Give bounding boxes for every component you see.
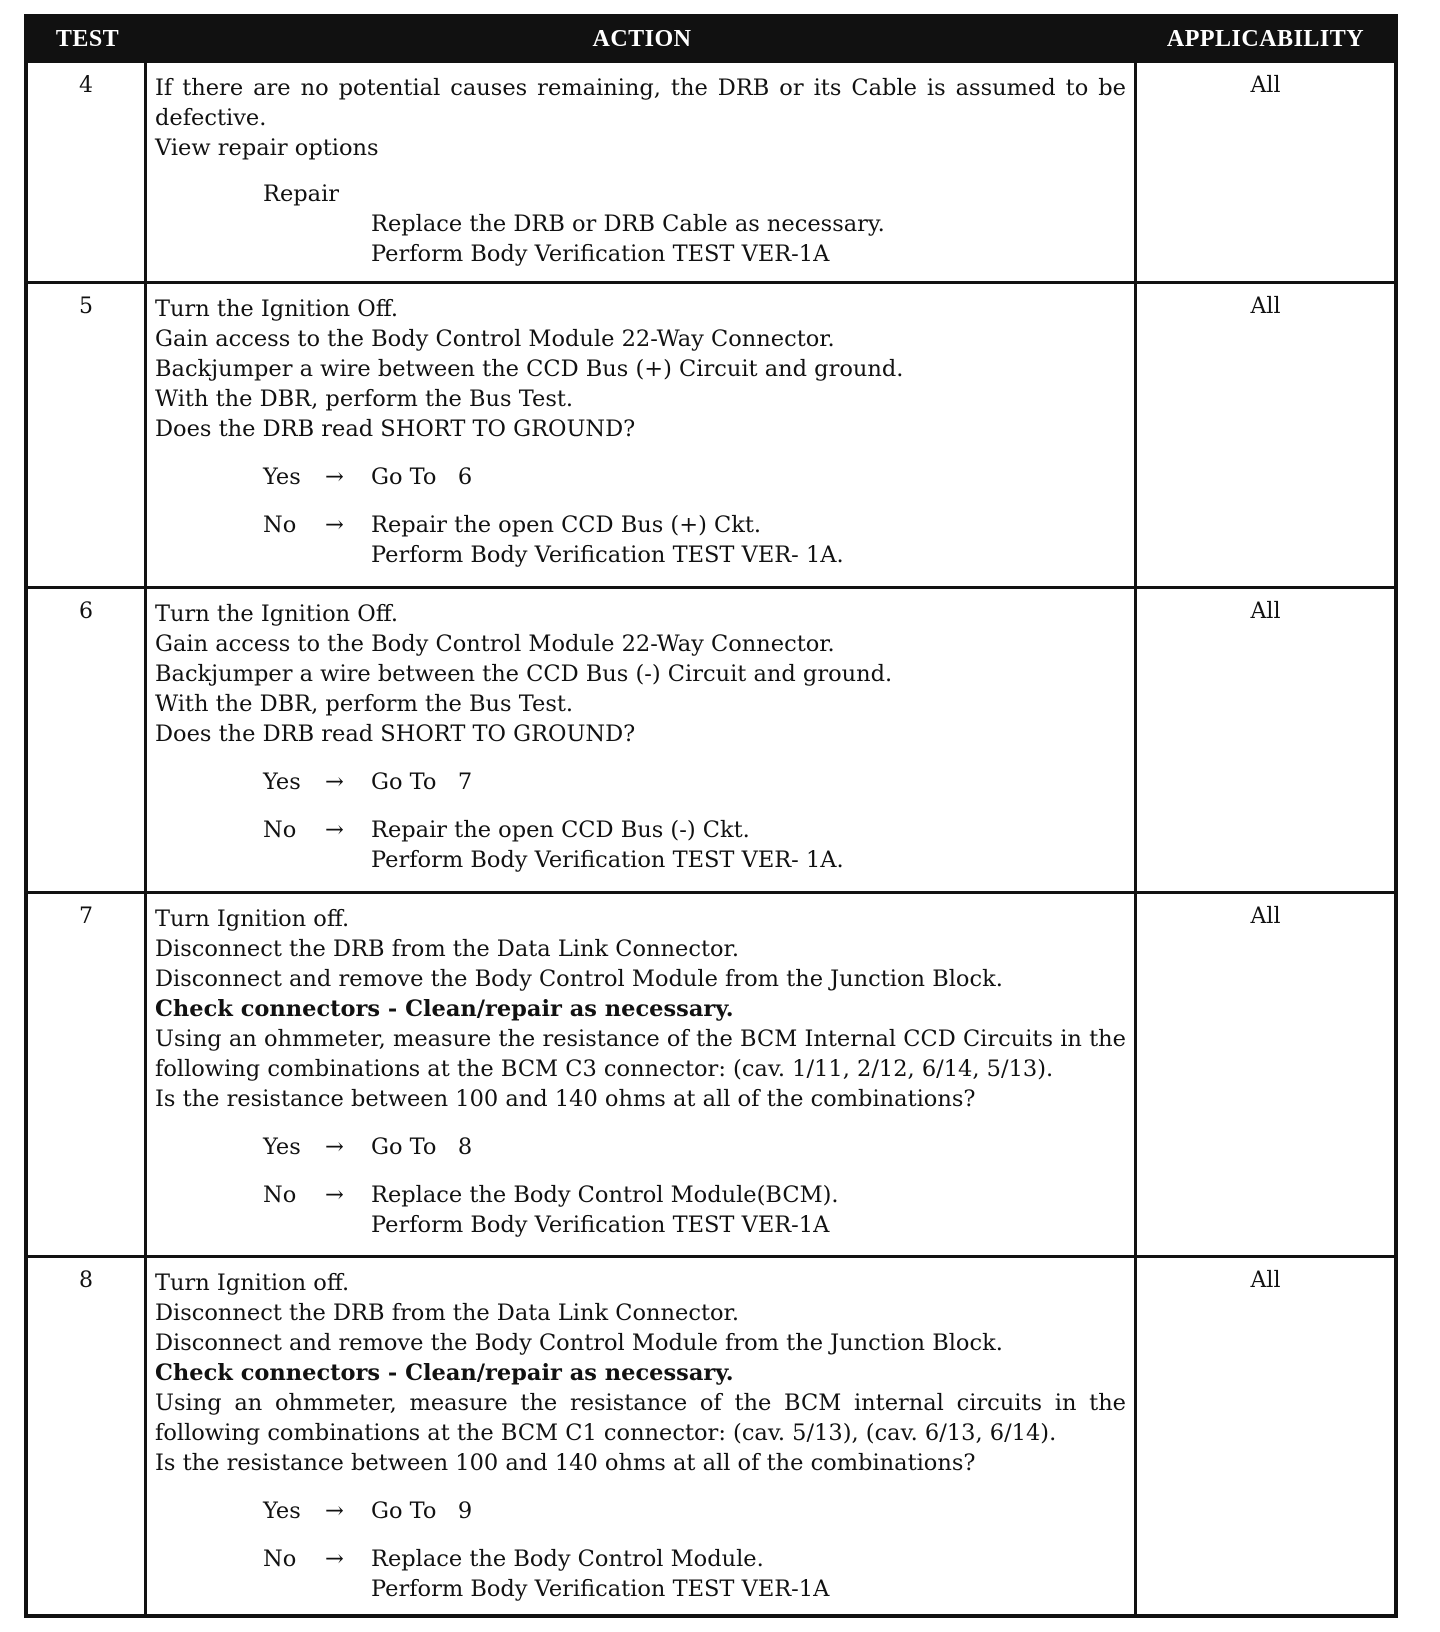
no-option bbox=[155, 510, 1126, 570]
applicability: All bbox=[1250, 904, 1281, 929]
no-label: No bbox=[263, 512, 297, 538]
diagnostic-test-table bbox=[24, 14, 1398, 1618]
header-test: TEST bbox=[55, 25, 120, 52]
action-line: Turn the Ignition Off. bbox=[155, 296, 399, 322]
action-cell bbox=[147, 894, 1137, 1255]
action-line: With the DBR, perform the Bus Test. bbox=[155, 691, 574, 717]
no-text: Perform Body Verification TEST VER-1A bbox=[371, 1212, 830, 1238]
yes-option bbox=[155, 462, 1126, 492]
yes-option bbox=[155, 1132, 1126, 1162]
repair-line: Replace the DRB or DRB Cable as necessary. bbox=[371, 211, 885, 237]
action-line: Backjumper a wire between the CCD Bus (+) Circuit and ground. bbox=[155, 356, 904, 382]
table-row bbox=[28, 891, 1394, 1255]
action-line: Is the resistance between 100 and 140 ohms at all of the combinations? bbox=[155, 1086, 976, 1112]
action-line-bold: Check connectors - Clean/repair as necessary. bbox=[155, 1360, 734, 1386]
action-line: defective. bbox=[155, 105, 267, 131]
no-text: Repair the open CCD Bus (+) Ckt. bbox=[371, 512, 762, 538]
yes-label: Yes bbox=[263, 464, 301, 490]
test-number: 8 bbox=[28, 1258, 147, 1614]
action-line: Disconnect the DRB from the Data Link Connector. bbox=[155, 1300, 739, 1326]
action-line: If there are no potential causes remaining, the DRB or its Cable is assumed to be bbox=[155, 75, 1126, 101]
applicability: All bbox=[1250, 294, 1281, 319]
repair-line: Perform Body Verification TEST VER-1A bbox=[371, 241, 830, 267]
action-line: Disconnect and remove the Body Control Module from the Junction Block. bbox=[155, 1330, 1003, 1356]
no-option bbox=[155, 1544, 1126, 1604]
action-line: View repair options bbox=[155, 135, 379, 161]
no-option bbox=[155, 1180, 1126, 1240]
arrow-icon: → bbox=[325, 512, 344, 538]
no-text: Perform Body Verification TEST VER- 1A. bbox=[371, 847, 844, 873]
yes-label: Yes bbox=[263, 769, 301, 795]
action-line: Does the DRB read SHORT TO GROUND? bbox=[155, 721, 636, 747]
arrow-icon: → bbox=[325, 1182, 344, 1208]
yes-option bbox=[155, 1496, 1126, 1526]
table-row bbox=[28, 281, 1394, 586]
action-line: Does the DRB read SHORT TO GROUND? bbox=[155, 416, 636, 442]
test-number: 7 bbox=[28, 894, 147, 1255]
action-line: With the DBR, perform the Bus Test. bbox=[155, 386, 574, 412]
no-label: No bbox=[263, 1182, 297, 1208]
no-text: Replace the Body Control Module. bbox=[371, 1546, 764, 1572]
no-option bbox=[155, 815, 1126, 875]
no-label: No bbox=[263, 1546, 297, 1572]
table-header bbox=[28, 18, 1394, 60]
applicability: All bbox=[1250, 599, 1281, 624]
repair-label: Repair bbox=[263, 181, 340, 207]
arrow-icon: → bbox=[325, 769, 344, 795]
action-line: Backjumper a wire between the CCD Bus (-) Circuit and ground. bbox=[155, 661, 893, 687]
action-cell bbox=[147, 63, 1137, 281]
action-cell bbox=[147, 284, 1137, 586]
action-line-bold: Check connectors - Clean/repair as necessary. bbox=[155, 996, 734, 1022]
no-text: Repair the open CCD Bus (-) Ckt. bbox=[371, 817, 750, 843]
arrow-icon: → bbox=[325, 464, 344, 490]
arrow-icon: → bbox=[325, 1498, 344, 1524]
action-line: Disconnect and remove the Body Control Module from the Junction Block. bbox=[155, 966, 1003, 992]
arrow-icon: → bbox=[325, 817, 344, 843]
test-number: 4 bbox=[28, 63, 147, 281]
yes-label: Yes bbox=[263, 1134, 301, 1160]
action-line: Is the resistance between 100 and 140 ohms at all of the combinations? bbox=[155, 1450, 976, 1476]
action-cell bbox=[147, 589, 1137, 891]
header-action: ACTION bbox=[592, 25, 692, 52]
test-number: 6 bbox=[28, 589, 147, 891]
table-row bbox=[28, 586, 1394, 891]
action-line: Gain access to the Body Control Module 22-Way Connector. bbox=[155, 631, 835, 657]
no-text: Perform Body Verification TEST VER- 1A. bbox=[371, 542, 844, 568]
no-label: No bbox=[263, 817, 297, 843]
yes-label: Yes bbox=[263, 1498, 301, 1524]
action-line: Using an ohmmeter, measure the resistance of the BCM Internal CCD Circuits in the bbox=[155, 1026, 1126, 1052]
yes-text: Go To 9 bbox=[371, 1498, 473, 1524]
yes-option bbox=[155, 767, 1126, 797]
arrow-icon: → bbox=[325, 1134, 344, 1160]
action-line: Using an ohmmeter, measure the resistance of the BCM internal circuits in the bbox=[155, 1390, 1126, 1416]
yes-text: Go To 8 bbox=[371, 1134, 473, 1160]
action-cell bbox=[147, 1258, 1137, 1614]
arrow-icon: → bbox=[325, 1546, 344, 1572]
no-text: Perform Body Verification TEST VER-1A bbox=[371, 1576, 830, 1602]
header-applicability: APPLICABILITY bbox=[1166, 25, 1365, 52]
yes-text: Go To 6 bbox=[371, 464, 473, 490]
yes-text: Go To 7 bbox=[371, 769, 473, 795]
action-line: Disconnect the DRB from the Data Link Connector. bbox=[155, 936, 739, 962]
no-text: Replace the Body Control Module(BCM). bbox=[371, 1182, 839, 1208]
table-row bbox=[28, 60, 1394, 281]
action-line: Turn Ignition off. bbox=[155, 1270, 350, 1296]
action-line: following combinations at the BCM C3 connector: (cav. 1/11, 2/12, 6/14, 5/13). bbox=[155, 1056, 1054, 1082]
table-row bbox=[28, 1255, 1394, 1614]
applicability: All bbox=[1250, 73, 1281, 98]
test-number: 5 bbox=[28, 284, 147, 586]
applicability: All bbox=[1250, 1268, 1281, 1293]
action-line: Turn the Ignition Off. bbox=[155, 601, 399, 627]
action-line: Turn Ignition off. bbox=[155, 906, 350, 932]
action-line: following combinations at the BCM C1 connector: (cav. 5/13), (cav. 6/13, 6/14). bbox=[155, 1420, 1057, 1446]
action-line: Gain access to the Body Control Module 22-Way Connector. bbox=[155, 326, 835, 352]
